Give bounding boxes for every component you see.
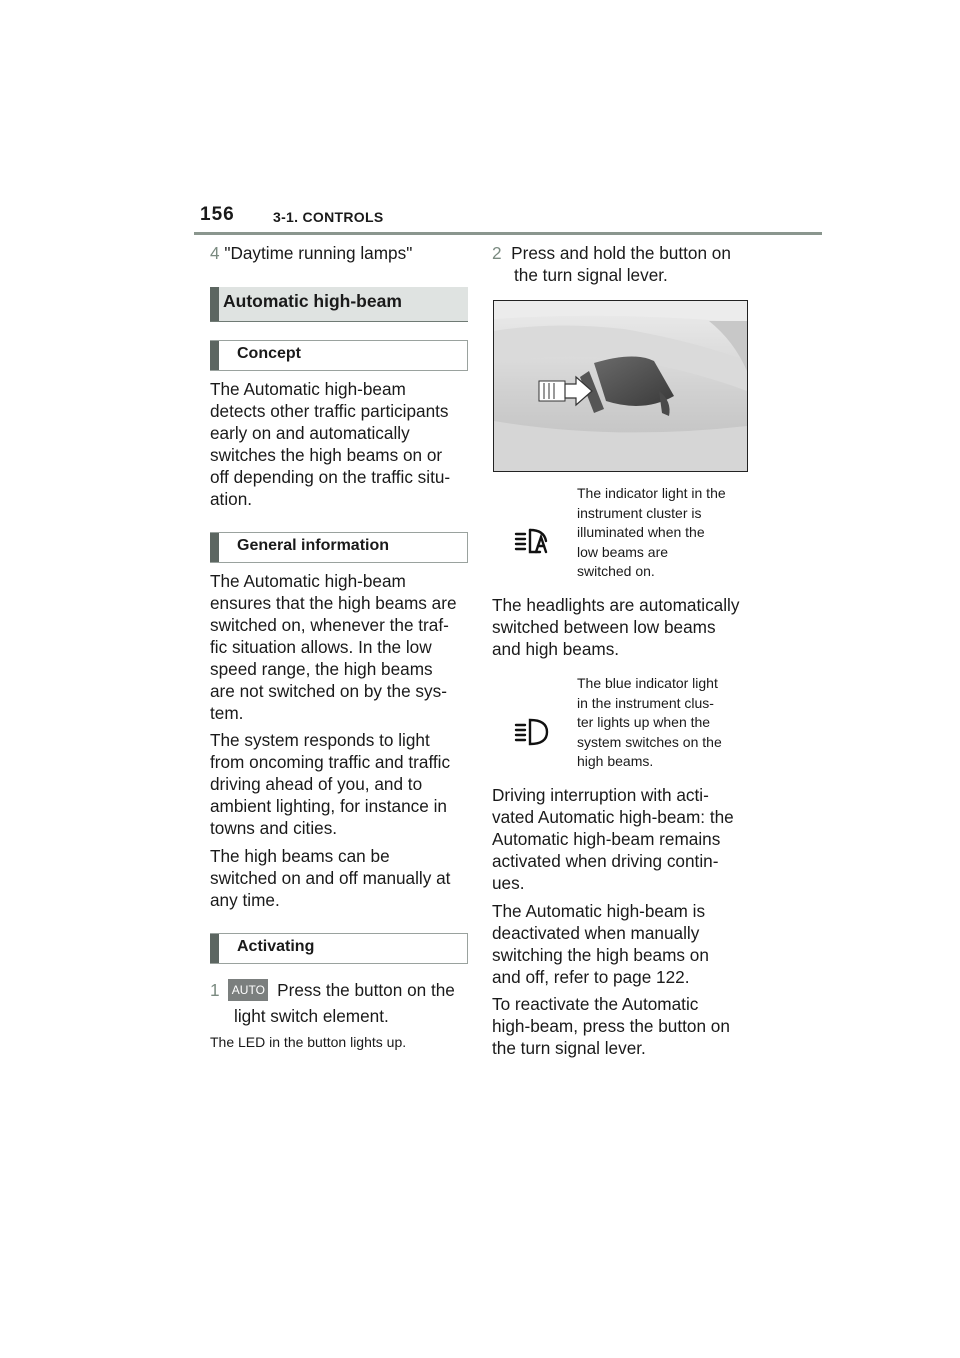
text-line: ues.	[492, 873, 525, 893]
text-line: towns and cities.	[210, 818, 338, 838]
text-line: speed range, the high beams	[210, 659, 433, 679]
step-text: Press the button on the	[277, 980, 455, 1000]
heading-text: General information	[237, 537, 390, 554]
auto-high-beam-indicator-icon	[514, 525, 550, 557]
text-line: Driving interruption with acti-	[492, 785, 709, 805]
general-paragraph-2	[210, 729, 450, 839]
text-line: any time.	[210, 890, 280, 910]
text-line: The headlights are automatically	[492, 595, 740, 615]
general-paragraph-1	[210, 570, 457, 724]
heading-text: Automatic high-beam	[223, 291, 402, 311]
step-text-continued: light switch element.	[234, 1006, 389, 1027]
text-line: tem.	[210, 703, 244, 723]
text-line: fic situation allows. In the low	[210, 637, 432, 657]
headlights-paragraph	[492, 594, 739, 660]
text-line: instrument cluster is	[577, 504, 702, 521]
reactivation-paragraph	[492, 993, 730, 1059]
heading-text: Concept	[237, 345, 301, 362]
subheading-general-information	[210, 532, 468, 563]
text-line: and high beams.	[492, 639, 620, 659]
text-line: high-beam, press the button on	[492, 1016, 730, 1036]
text-line: off depending on the traffic situ-	[210, 467, 451, 487]
heading-bar	[210, 934, 219, 963]
text-line: The indicator light in the	[577, 485, 726, 501]
heading-text: Activating	[237, 938, 315, 955]
text-line: are not switched on by the sys-	[210, 681, 447, 701]
text-line: ation.	[210, 489, 253, 509]
heading-bar	[210, 341, 219, 370]
step-text-continued: the turn signal lever.	[514, 265, 668, 285]
step-number: 2	[492, 243, 502, 263]
text-line: switched on, whenever the traf-	[210, 615, 449, 635]
auto-button-icon: AUTO	[228, 979, 268, 1001]
text-line: ambient lighting, for instance in	[210, 796, 447, 816]
text-line: The system responds to light	[210, 730, 430, 750]
text-line: from oncoming traffic and traffic	[210, 752, 451, 772]
text-line: ensures that the high beams are	[210, 593, 457, 613]
text-line: early on and automatically	[210, 423, 410, 443]
text-line: detects other traffic participants	[210, 401, 449, 421]
deactivation-paragraph	[492, 900, 709, 988]
text-line: The blue indicator light	[577, 675, 718, 691]
heading-bar	[210, 533, 219, 562]
text-line: system switches on the	[577, 733, 722, 750]
heading-bar	[210, 287, 219, 321]
text-line: To reactivate the Automatic	[492, 994, 699, 1014]
header-rule	[194, 232, 822, 235]
step-note: The LED in the button lights up.	[210, 1034, 407, 1050]
step-1	[210, 977, 455, 1029]
text-line: switched on.	[577, 563, 655, 579]
text-line: low beams are	[577, 543, 669, 560]
lever-drawing	[494, 301, 747, 471]
text-line: illuminated when the	[577, 524, 705, 540]
text-line: The high beams can be	[210, 846, 390, 866]
concept-paragraph	[210, 378, 450, 510]
general-paragraph-3	[210, 845, 450, 911]
step-number: 1	[210, 980, 220, 1000]
subheading-activating	[210, 933, 468, 964]
text-line: The Automatic high-beam	[210, 571, 406, 591]
text-line: switched between low beams	[492, 617, 716, 637]
text-line: driving ahead of you, and to	[210, 774, 423, 794]
text-line: switching the high beams on	[492, 945, 709, 965]
text-line: deactivated when manually	[492, 923, 700, 943]
text-line: ter lights up when the	[577, 714, 711, 730]
list-item-4	[210, 242, 412, 264]
indicator-2-caption	[577, 674, 722, 772]
section-title: 3-1. CONTROLS	[273, 209, 384, 225]
text-line: and off, refer to page 122.	[492, 967, 690, 987]
text-line: The Automatic high-beam is	[492, 901, 706, 921]
text-line: The Automatic high-beam	[210, 379, 406, 399]
text-line: in the instrument clus-	[577, 694, 714, 711]
item-number: 4	[210, 243, 220, 263]
page-number: 156	[200, 204, 235, 225]
subheading-concept	[210, 340, 468, 371]
text-line: vated Automatic high-beam: the	[492, 807, 734, 827]
turn-signal-lever-illustration	[493, 300, 748, 472]
text-line: switches the high beams on or	[210, 445, 443, 465]
text-line: Automatic high-beam remains	[492, 829, 721, 849]
item-text: "Daytime running lamps"	[224, 243, 413, 263]
high-beam-indicator-icon	[514, 716, 550, 748]
interruption-paragraph	[492, 784, 734, 894]
text-line: the turn signal lever.	[492, 1038, 646, 1058]
text-line: high beams.	[577, 753, 654, 769]
text-line: switched on and off manually at	[210, 868, 451, 888]
indicator-1-caption	[577, 484, 726, 582]
section-heading	[210, 287, 468, 322]
step-text: Press and hold the button on	[511, 243, 731, 263]
step-2	[492, 242, 731, 286]
text-line: activated when driving contin-	[492, 851, 719, 871]
